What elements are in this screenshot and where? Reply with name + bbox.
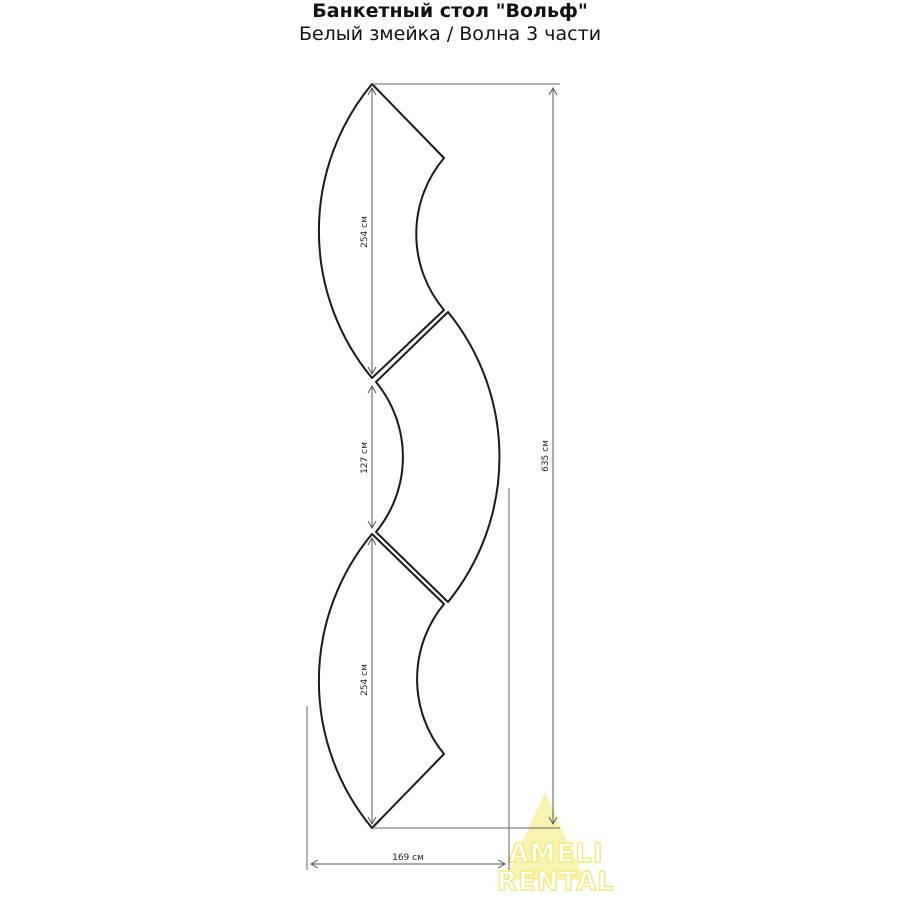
dimension-middle-segment bbox=[360, 386, 376, 528]
dimension-label-total-length: 635 см bbox=[541, 440, 551, 472]
logo-line2: RENTAL bbox=[497, 867, 615, 897]
dimension-label-top: 254 см bbox=[360, 216, 370, 248]
dimension-label-bottom: 254 см bbox=[360, 664, 370, 696]
logo-line1: AMELI bbox=[508, 839, 604, 869]
dimension-label-middle: 127 см bbox=[360, 442, 370, 474]
dimension-label-total-width: 169 см bbox=[392, 853, 424, 863]
page-title: Банкетный стол "Вольф" bbox=[312, 0, 588, 22]
ameli-rental-logo bbox=[497, 792, 615, 897]
page-subtitle: Белый змейка / Волна 3 части bbox=[298, 23, 602, 45]
